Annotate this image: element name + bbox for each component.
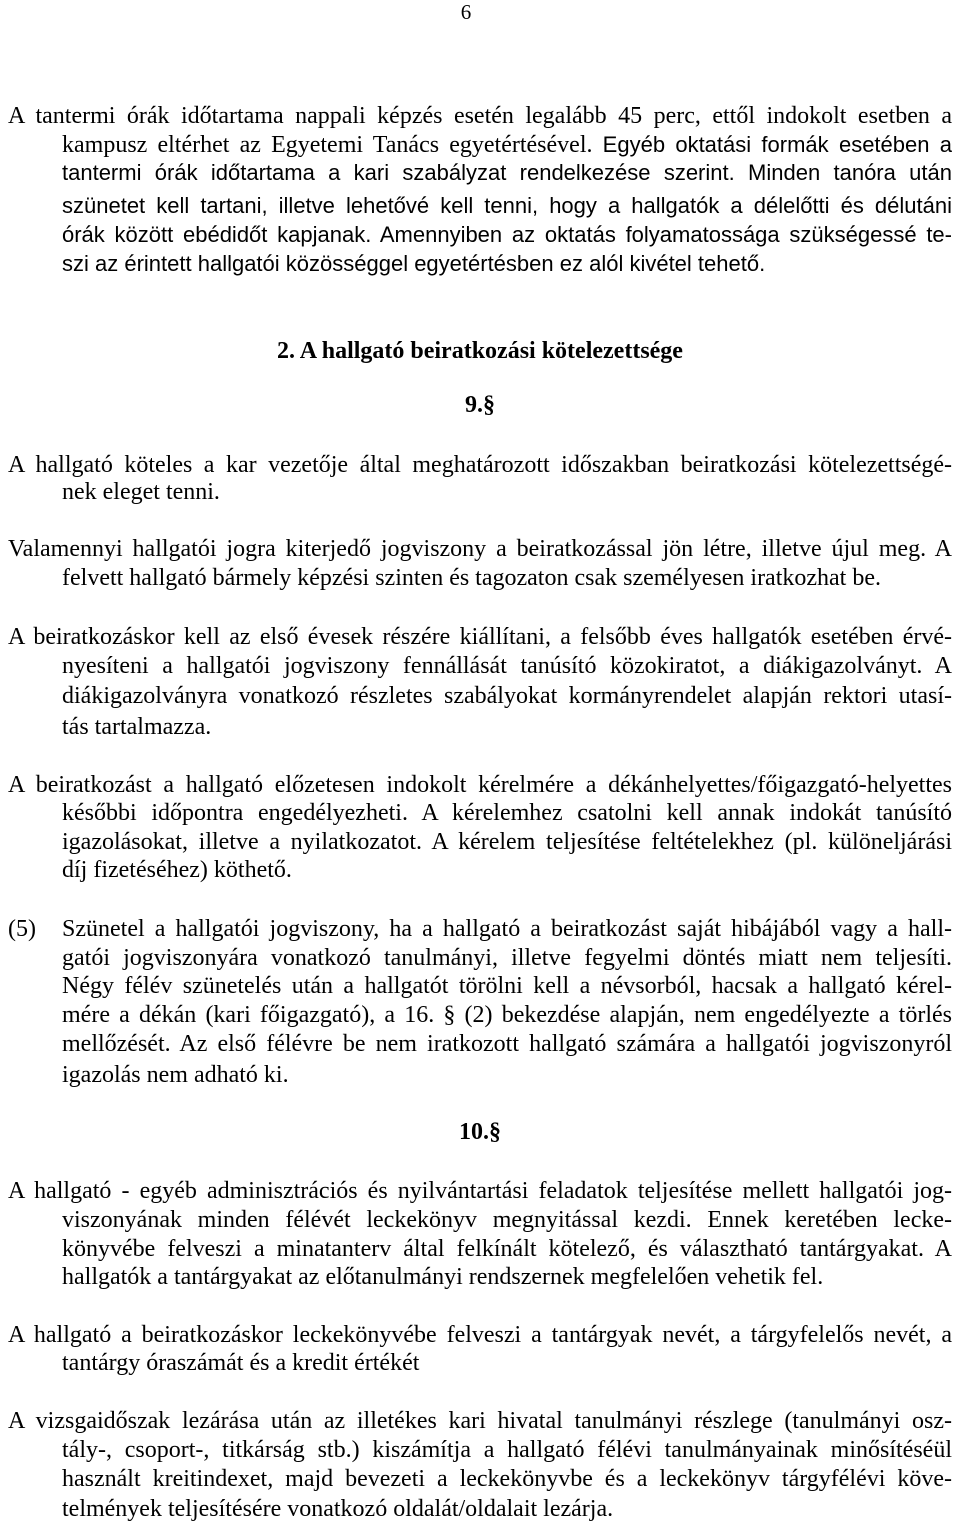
paragraph-heading-9: 9.§ <box>465 392 495 418</box>
paragraph-line: nek eleget tenni. <box>62 479 220 505</box>
paragraph-line <box>62 130 952 160</box>
paragraph-line: mére a dékán (kari főigazgató), a 16. § (2) bekezdése alapján, nem engedélyezte a törlés <box>62 1002 952 1028</box>
paragraph-line: könyvébe felveszi a minatanterv által felkínált kötelező, és választható tantárgyakat. A <box>62 1236 952 1262</box>
page-number: 6 <box>460 0 472 24</box>
paragraph-line: A hallgató a beiratkozáskor leckekönyvébe felveszi a tantárgyak nevét, a tárgyfelelős nevét, a <box>8 1322 952 1348</box>
paragraph-line: Valamennyi hallgatói jogra kiterjedő jogviszony a beiratkozással jön létre, illetve újul meg. A <box>8 536 952 562</box>
paragraph-line: A hallgató köteles a kar vezetője által meghatározott időszakban beiratkozási kötelezettségé- <box>8 452 952 478</box>
paragraph-line: A hallgató - egyéb adminisztrációs és nyilvántartási feladatok teljesítése mellett hallgatói jog- <box>8 1178 952 1204</box>
paragraph-line: díj fizetéséhez) köthető. <box>62 857 292 883</box>
paragraph-line: viszonyának minden félévét leckekönyv megnyitással kezdi. Ennek keretében lecke- <box>62 1207 952 1233</box>
paragraph-heading-10: 10.§ <box>459 1119 501 1145</box>
paragraph-line: szünetet kell tartani, illetve lehetővé kell tenni, hogy a hallgatók a délelőtti és délutáni <box>62 193 952 218</box>
paragraph-line: A beiratkozást a hallgató előzetesen indokolt kérelmére a dékánhelyettes/főigazgató-helyettes <box>8 772 952 798</box>
paragraph-line: órák között ebédidőt kapjanak. Amennyiben az oktatás folyamatossága szükségessé te- <box>62 222 952 247</box>
paragraph-line: telmények teljesítésére vonatkozó oldalát/oldalait lezárja. <box>62 1496 614 1522</box>
paragraph-line: mellőzését. Az első félévre be nem iratkozott hallgató számára a hallgatói jogviszonyról <box>62 1031 952 1057</box>
item-number-label: (5) <box>8 916 36 942</box>
paragraph-line: A tantermi órák időtartama nappali képzés esetén legalább 45 perc, ettől indokolt esetben a <box>8 103 952 129</box>
paragraph-line: későbbi időpontra engedélyezheti. A kérelemhez csatolni kell annak indokát tanúsító <box>62 800 952 826</box>
line-segment: Egyéb oktatási formák esetében a <box>602 132 952 157</box>
line-segment: kampusz eltérhet az Egyetemi Tanács egyetértésével. <box>62 132 593 158</box>
section-heading: 2. A hallgató beiratkozási kötelezettsége <box>277 338 683 364</box>
paragraph-line: használt kreitindexet, majd bevezeti a leckekönyvbe és a leckekönyv tárgyfélévi köve- <box>62 1466 952 1492</box>
paragraph-line: A beiratkozáskor kell az első évesek részére kiállítani, a felsőbb éves hallgatók esetében érvé- <box>8 624 952 650</box>
paragraph-line: tály-, csoport-, titkárság stb.) kiszámítja a hallgató félévi tanulmányainak minősítéséül <box>62 1437 952 1463</box>
paragraph-line: igazolás nem adható ki. <box>62 1062 289 1088</box>
paragraph-line: gatói jogviszonyára vonatkozó tanulmányi, illetve fegyelmi döntés miatt nem teljesíti. <box>62 945 952 971</box>
paragraph-line: nyesíteni a hallgatói jogviszony fennállását tanúsító közokiratot, a diákigazolványt. A <box>62 653 952 679</box>
paragraph-line: tantermi órák időtartama a kari szabályzat rendelkezése szerint. Minden tanóra után <box>62 160 952 185</box>
paragraph-line: szi az érintett hallgatói közösséggel egyetértésben ez alól kivétel tehető. <box>62 251 766 276</box>
paragraph-line: igazolásokat, illetve a nyilatkozatot. A kérelem teljesítése feltételekhez (pl. különeljárási <box>62 829 952 855</box>
paragraph-line: tás tartalmazza. <box>62 714 212 740</box>
paragraph-line: A vizsgaidőszak lezárása után az illetékes kari hivatal tanulmányi részlege (tanulmányi osz- <box>8 1408 952 1434</box>
paragraph-line: Négy félév szünetelés után a hallgatót törölni kell a névsorból, hacsak a hallgató kérel- <box>62 973 952 999</box>
paragraph-line: tantárgy óraszámát és a kredit értékét <box>62 1350 420 1376</box>
paragraph-line: diákigazolványra vonatkozó részletes szabályokat kormányrendelet alapján rektori utasí- <box>62 683 952 709</box>
paragraph-line: felvett hallgató bármely képzési szinten és tagozaton csak személyesen iratkozhat be. <box>62 565 881 591</box>
paragraph-line: Szünetel a hallgatói jogviszony, ha a hallgató a beiratkozást saját hibájából vagy a hall- <box>62 916 952 942</box>
paragraph-line: hallgatók a tantárgyakat az előtanulmányi rendszernek megfelelően vehetik fel. <box>62 1264 824 1290</box>
